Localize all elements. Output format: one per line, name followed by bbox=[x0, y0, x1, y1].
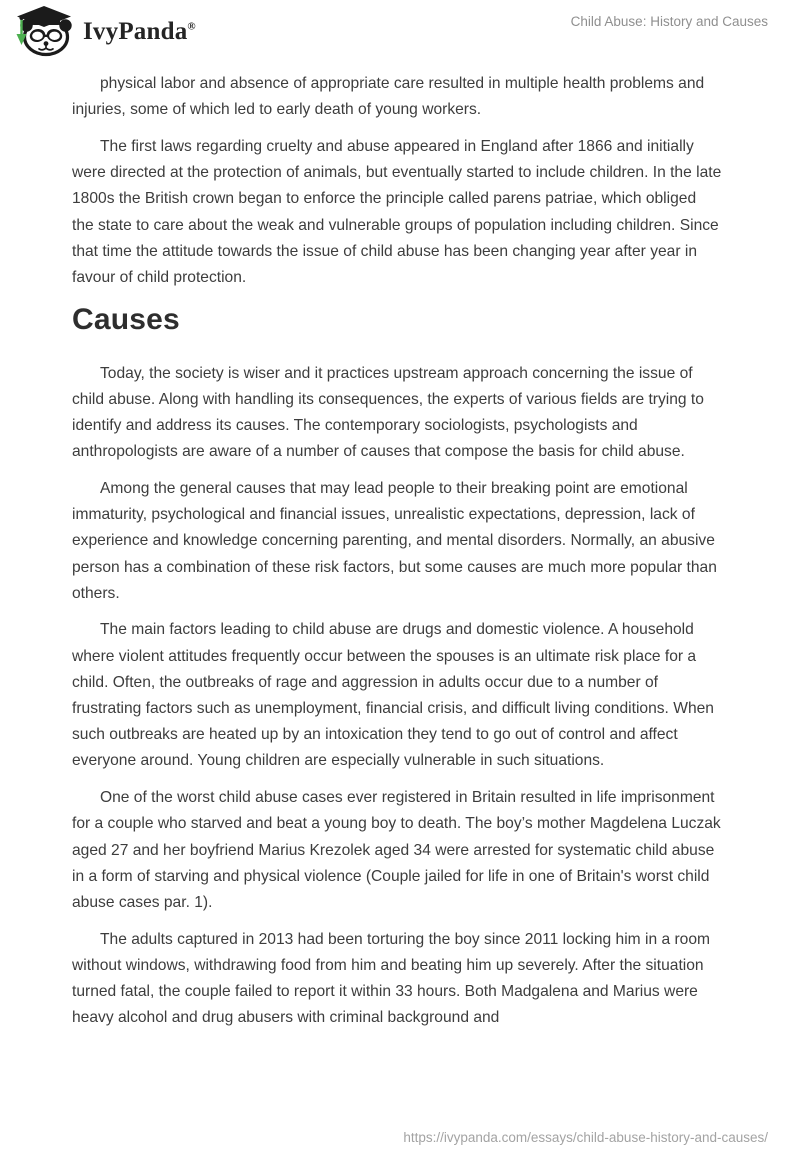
article-body bbox=[72, 71, 722, 1042]
paragraph-general-causes: Among the general causes that may lead people to their breaking point are emotional immaturity, psychological and financial issues, unrealistic expectations, depression, lack of experience and knowledge concerning parenting, and mental disorders. Normally, an abusive person has a combination of these risk factors, but some causes are much more popular than others. bbox=[72, 479, 717, 602]
paragraph-upstream-approach: Today, the society is wiser and it practices upstream approach concerning the issue of child abuse. Along with handling its consequences, the experts of various fields are trying to identify and address its causes. The contemporary sociologists, psychologists and anthropologists are aware of a number of causes that compose the basis for child abuse. bbox=[72, 364, 704, 461]
page-footer bbox=[403, 1130, 768, 1145]
brand-name: IvyPanda® bbox=[83, 17, 196, 45]
paragraph-adults-captured: The adults captured in 2013 had been torturing the boy since 2011 locking him in a room without windows, withdrawing food from him and beating him up severely. After the situation turned fatal, the couple failed to report it within 33 hours. Both Madgalena and Marius were heavy alcohol and drug abusers with criminal background and bbox=[72, 930, 710, 1027]
page-header bbox=[0, 0, 800, 66]
registered-trademark-symbol: ® bbox=[187, 20, 196, 33]
section-heading-causes: Causes bbox=[72, 302, 180, 336]
paragraph-history-continued: physical labor and absence of appropriate care resulted in multiple health problems and injuries, some of which led to early death of young workers. bbox=[72, 75, 705, 119]
paragraph-britain-case: One of the worst child abuse cases ever registered in Britain resulted in life imprisonment for a couple who starved and beat a young boy to death. The boy’s mother Magdelena Luczak aged 27 and her boyfriend Marius Krezolek aged 34 were arrested for systematic child abuse in a form of starving and physical violence (Couple jailed for life in one of Britain's worst child abuse cases par. 1). bbox=[72, 789, 721, 911]
brand[interactable] bbox=[12, 5, 196, 58]
paragraph-first-laws: The first laws regarding cruelty and abuse appeared in England after 1866 and initially were directed at the protection of animals, but eventually started to include children. In the late 1800s the British crown began to enforce the principle called parens patriae, which obliged the state to care about the weak and vulnerable groups of population including children. Since that time the attitude towards the issue of child abuse has been changing year after year in favour of child protection. bbox=[72, 137, 722, 286]
ivypanda-logo-icon bbox=[12, 5, 76, 58]
document-title: Child Abuse: History and Causes bbox=[570, 14, 768, 29]
paragraph-main-factors: The main factors leading to child abuse are drugs and domestic violence. A household where violent attitudes frequently occur between the spouses is an ultimate risk place for a child. Often, the outbreaks of rage and aggression in adults occur due to a number of frustrating factors such as unemployment, financial crisis, and difficult living conditions. When such outbreaks are heated up by an intoxication they tend to go out of control and affect everyone around. Young children are especially vulnerable in such situations. bbox=[72, 621, 714, 770]
source-url[interactable]: https://ivypanda.com/essays/child-abuse-history-and-causes/ bbox=[403, 1130, 768, 1145]
